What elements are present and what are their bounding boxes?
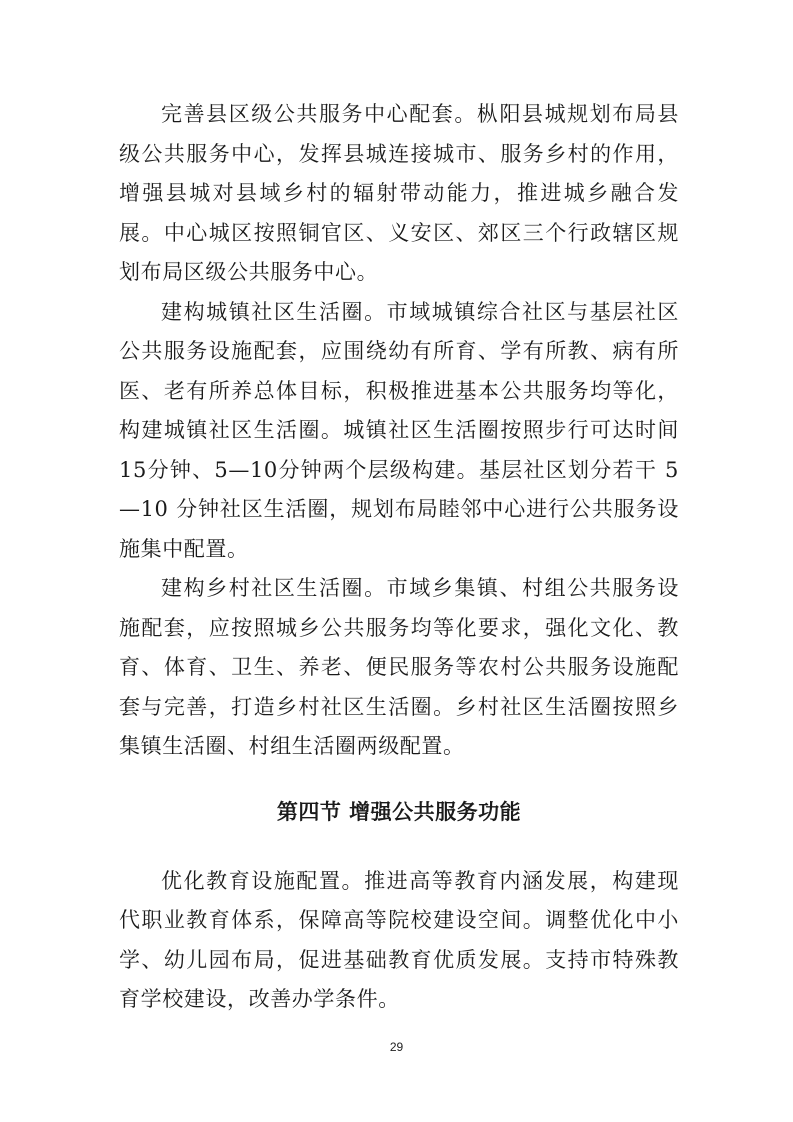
- paragraph-rural-community-life-circle: 建构乡村社区生活圈。市域乡集镇、村组公共服务设施配套，应按照城乡公共服务均等化要求，强化文化、教育、体育、卫生、养老、便民服务等农村公共服务设施配套与完善，打造乡村社区生活圈。乡村社区生活圈按照乡集镇生活圈、村组生活圈两级配置。: [119, 576, 679, 758]
- paragraph-county-service-center: 完善县区级公共服务中心配套。枞阳县城规划布局县级公共服务中心，发挥县城连接城市、服务乡村的作用，增强县城对县域乡村的辐射带动能力，推进城乡融合发展。中心城区按照铜官区、义安区、郊区三个行政辖区规划布局区级公共服务中心。: [119, 102, 679, 284]
- page-body: [119, 95, 679, 1020]
- section-heading: 第四节 增强公共服务功能: [276, 799, 522, 824]
- paragraph-education-facilities: 优化教育设施配置。推进高等教育内涵发展，构建现代职业教育体系，保障高等院校建设空间。调整优化中小学、幼儿园布局，促进基础教育优质发展。支持市特殊教育学校建设，改善办学条件。: [119, 868, 679, 1011]
- page-number: 29: [389, 1040, 404, 1054]
- paragraph-urban-community-life-circle: 建构城镇社区生活圈。市域城镇综合社区与基层社区公共服务设施配套，应围绕幼有所育、学有所教、病有所医、老有所养总体目标，积极推进基本公共服务均等化，构建城镇社区生活圈。城镇社区生活圈按照步行可达时间15分钟、5—10分钟两个层级构建。基层社区划分若干 5—10 分钟社区生活圈，规划布局睦邻中心进行公共服务设施集中配置。: [119, 299, 679, 561]
